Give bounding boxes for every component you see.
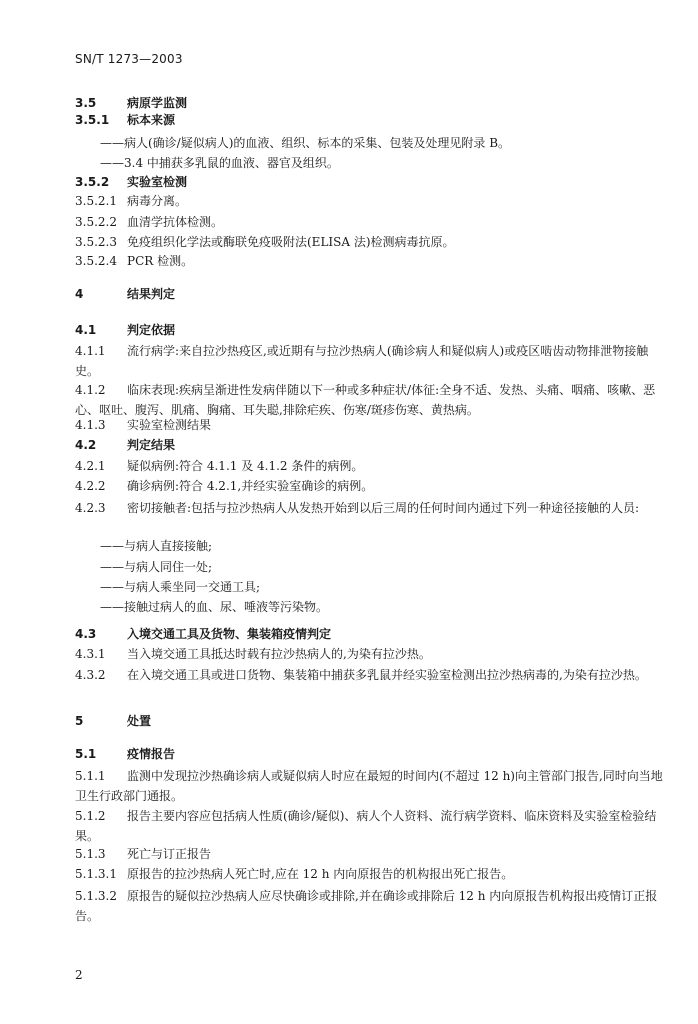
clause-number: 3.5.2.2 — [75, 215, 117, 229]
clause-l5 — [75, 174, 187, 190]
clause-l19 — [100, 538, 212, 554]
clause-l17 — [75, 478, 373, 494]
clause-l23 — [75, 626, 331, 642]
clause-number: 5.1 — [75, 747, 97, 761]
clause-number: 4.1 — [75, 323, 97, 337]
clause-text: 判定依据 — [127, 323, 176, 337]
clause-l16 — [75, 458, 363, 474]
clause-l24 — [75, 646, 431, 662]
clause-text: 病原学监测 — [127, 96, 188, 110]
clause-number: 4.2.2 — [75, 479, 106, 493]
clause-text: ——接触过病人的血、尿、唾液等污染物。 — [100, 600, 329, 614]
clause-text: PCR 检测。 — [127, 254, 194, 268]
clause-text: ——与病人同住一处; — [100, 560, 213, 574]
clause-number: 5.1.3.1 — [75, 867, 117, 881]
clause-text: 密切接触者:包括与拉沙热病人从发热开始到以后三周的任何时间内通过下列一种途径接触的人员: — [127, 501, 640, 515]
clause-text: 血清学抗体检测。 — [127, 215, 224, 229]
clause-l14 — [75, 417, 211, 433]
clause-number: 4.3.2 — [75, 668, 106, 682]
clause-text: ——3.4 中捕获多乳鼠的血液、器官及组织。 — [100, 156, 339, 170]
clause-text: 实验室检测结果 — [127, 418, 212, 432]
clause-text: 确诊病例:符合 4.2.1,并经实验室确诊的病例。 — [127, 479, 374, 493]
clause-l6 — [75, 193, 187, 209]
clause-number: 4.3 — [75, 627, 97, 641]
clause-l25 — [75, 665, 667, 685]
clause-number: 3.5.2.4 — [75, 254, 117, 268]
clause-number: 4.1.3 — [75, 418, 106, 432]
clause-text: 标本来源 — [127, 113, 176, 127]
clause-text: ——与病人直接接触; — [100, 539, 213, 553]
clause-l10 — [75, 286, 175, 302]
clause-number: 4.2 — [75, 438, 97, 452]
clause-l9 — [75, 253, 193, 269]
clause-text: 原报告的疑似拉沙热病人应尽快确诊或排除,并在确诊或排除后 12 h 内向原报告机构报出疫情订正报告。 — [75, 889, 658, 923]
clause-text: 临床表现:疾病呈渐进性发病伴随以下一种或多种症状/体征:全身不适、发热、头痛、咽痛、咳嗽、恶心、呕吐、腹泻、肌痛、胸痛、耳失聪,排除疟疾、伤寒/斑疹伤寒、黄热病。 — [75, 383, 656, 417]
clause-number: 3.5.1 — [75, 113, 110, 127]
clause-number: 4.2.1 — [75, 459, 106, 473]
clause-number: 4.3.1 — [75, 647, 106, 661]
clause-number: 3.5.2 — [75, 175, 110, 189]
clause-text: 判定结果 — [127, 438, 176, 452]
clause-number: 4.1.2 — [75, 383, 106, 397]
clause-text: 原报告的拉沙热病人死亡时,应在 12 h 内向原报告的机构报出死亡报告。 — [127, 867, 514, 881]
page-number: 2 — [75, 968, 83, 982]
clause-l29 — [75, 806, 667, 846]
clause-l26 — [75, 713, 151, 729]
clause-l15 — [75, 437, 175, 453]
clause-l22 — [100, 599, 328, 615]
clause-number: 5.1.3 — [75, 847, 106, 861]
clause-text: 处置 — [127, 714, 152, 728]
clause-l20 — [100, 559, 212, 575]
clause-text: 免疫组织化学法或酶联免疫吸附法(ELISA 法)检测病毒抗原。 — [127, 235, 455, 249]
clause-number: 5.1.1 — [75, 769, 106, 783]
clause-l32 — [75, 886, 667, 926]
clause-number: 5.1.3.2 — [75, 889, 117, 903]
clause-number: 4.1.1 — [75, 344, 106, 358]
clause-number: 3.5 — [75, 96, 97, 110]
clause-number: 3.5.2.1 — [75, 194, 117, 208]
clause-text: ——病人(确诊/疑似病人)的血液、组织、标本的采集、包装及处理见附录 B。 — [100, 136, 511, 150]
clause-l18 — [75, 498, 667, 518]
clause-l28 — [75, 766, 667, 806]
clause-l31 — [75, 866, 513, 882]
clause-l4 — [100, 155, 339, 171]
clause-text: 实验室检测 — [127, 175, 188, 189]
clause-l30 — [75, 846, 211, 862]
clause-text: 流行病学:来自拉沙热疫区,或近期有与拉沙热病人(确诊病人和疑似病人)或疫区啮齿动物排泄物接触史。 — [75, 344, 649, 378]
clause-text: 当入境交通工具抵达时载有拉沙热病人的,为染有拉沙热。 — [127, 647, 431, 661]
clause-number: 5 — [75, 714, 84, 728]
clause-number: 4 — [75, 287, 84, 301]
clause-number: 5.1.2 — [75, 809, 106, 823]
clause-text: 入境交通工具及货物、集装箱疫情判定 — [127, 627, 332, 641]
clause-l7 — [75, 214, 223, 230]
clause-l12 — [75, 341, 667, 381]
clause-l27 — [75, 746, 175, 762]
clause-text: 疑似病例:符合 4.1.1 及 4.1.2 条件的病例。 — [127, 459, 364, 473]
standard-number: SN/T 1273—2003 — [75, 52, 183, 66]
clause-l13 — [75, 380, 667, 420]
clause-number: 4.2.3 — [75, 501, 106, 515]
clause-text: 监测中发现拉沙热确诊病人或疑似病人时应在最短的时间内(不超过 12 h)向主管部门报告,同时向当地卫生行政部门通报。 — [75, 769, 663, 803]
clause-l2 — [75, 112, 175, 128]
clause-l11 — [75, 322, 175, 338]
clause-l21 — [100, 579, 260, 595]
clause-text: 疫情报告 — [127, 747, 176, 761]
clause-text: ——与病人乘坐同一交通工具; — [100, 580, 261, 594]
clause-text: 结果判定 — [127, 287, 176, 301]
clause-l3 — [100, 135, 510, 151]
clause-number: 3.5.2.3 — [75, 235, 117, 249]
clause-text: 死亡与订正报告 — [127, 847, 212, 861]
clause-text: 病毒分离。 — [127, 194, 188, 208]
clause-l8 — [75, 234, 455, 250]
clause-text: 报告主要内容应包括病人性质(确诊/疑似)、病人个人资料、流行病学资料、临床资料及实验室检验结果。 — [75, 809, 657, 843]
clause-l1 — [75, 95, 187, 111]
clause-text: 在入境交通工具或进口货物、集装箱中捕获多乳鼠并经实验室检测出拉沙热病毒的,为染有拉沙热。 — [127, 668, 647, 682]
